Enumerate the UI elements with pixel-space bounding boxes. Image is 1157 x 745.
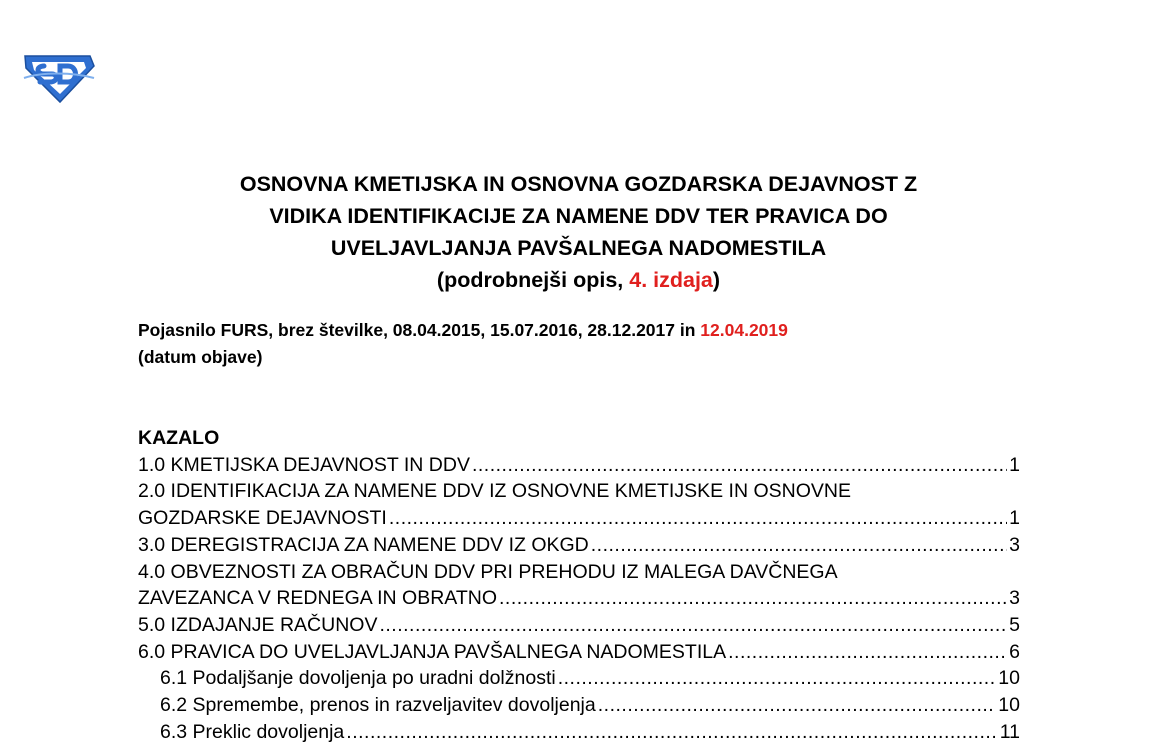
intro-text: Pojasnilo FURS, brez številke, 08.04.2015, 15.07.2016, 28.12.2017 in <box>138 320 701 340</box>
toc-entry-page: 1 <box>1009 453 1020 476</box>
subtitle-prefix: (podrobnejši opis, <box>436 268 630 292</box>
toc-entry-2[interactable] <box>138 505 1020 532</box>
toc-entry-4-line1[interactable]: 4.0 OBVEZNOSTI ZA OBRAČUN DDV PRI PREHODU IZ MALEGA DAVČNEGA <box>138 560 838 583</box>
toc-entry-page: 1 <box>1009 507 1020 530</box>
toc-entry-text: 3.0 DEREGISTRACIJA ZA NAMENE DDV IZ OKGD <box>138 533 589 556</box>
toc-entry-text: GOZDARSKE DEJAVNOSTI <box>138 507 387 530</box>
toc-entry-text: ZAVEZANCA V REDNEGA IN OBRATNO <box>138 587 498 610</box>
title-line-1: OSNOVNA KMETIJSKA IN OSNOVNA GOZDARSKA DEJAVNOST Z <box>239 172 918 196</box>
toc-entry-text: 1.0 KMETIJSKA DEJAVNOST IN DDV <box>138 453 470 476</box>
edition-label: 4. izdaja <box>629 268 713 292</box>
toc-entry-page: 3 <box>1009 533 1020 556</box>
title-subtitle <box>100 264 1057 296</box>
toc-entry-page: 6 <box>1009 640 1020 663</box>
toc-entry-3[interactable] <box>138 532 1020 559</box>
toc-entry-4[interactable] <box>138 585 1020 612</box>
document-title <box>100 168 1057 296</box>
toc-entry-text: 6.3 Preklic dovoljenja <box>160 720 345 743</box>
latest-date: 12.04.2019 <box>700 320 788 340</box>
table-of-contents <box>138 425 1020 745</box>
title-line-2: VIDIKA IDENTIFIKACIJE ZA NAMENE DDV TER PRAVICA DO <box>269 204 888 228</box>
toc-entry-6[interactable] <box>138 639 1020 666</box>
document-intro <box>138 317 1038 371</box>
toc-heading: KAZALO <box>138 427 220 449</box>
toc-entry-text: 6.0 PRAVICA DO UVELJAVLJANJA PAVŠALNEGA NADOMESTILA <box>138 640 727 663</box>
toc-entry-6-2[interactable] <box>138 692 1020 719</box>
furs-logo-icon <box>22 52 96 104</box>
title-line-3: UVELJAVLJANJA PAVŠALNEGA NADOMESTILA <box>330 236 827 260</box>
toc-entry-1[interactable] <box>138 452 1020 479</box>
intro-note: (datum objave) <box>138 347 263 367</box>
toc-entry-2-line1[interactable]: 2.0 IDENTIFIKACIJA ZA NAMENE DDV IZ OSNOVNE KMETIJSKE IN OSNOVNE <box>138 480 851 503</box>
toc-entry-page: 10 <box>998 694 1020 717</box>
toc-entry-6-1[interactable] <box>138 665 1020 692</box>
toc-entry-6-3[interactable] <box>138 719 1020 745</box>
toc-entry-text: 6.1 Podaljšanje dovoljenja po uradni dolžnosti <box>160 667 556 690</box>
toc-entry-page: 3 <box>1009 587 1020 610</box>
subtitle-suffix: ) <box>712 268 721 292</box>
toc-entry-text: 6.2 Spremembe, prenos in razveljavitev dovoljenja <box>160 694 596 717</box>
toc-entry-page: 11 <box>999 720 1020 743</box>
intro-line <box>138 317 1038 344</box>
toc-entry-page: 5 <box>1009 613 1020 636</box>
toc-entry-text: 5.0 IZDAJANJE RAČUNOV <box>138 613 378 636</box>
toc-entry-5[interactable] <box>138 612 1020 639</box>
toc-entry-page: 10 <box>998 667 1020 690</box>
